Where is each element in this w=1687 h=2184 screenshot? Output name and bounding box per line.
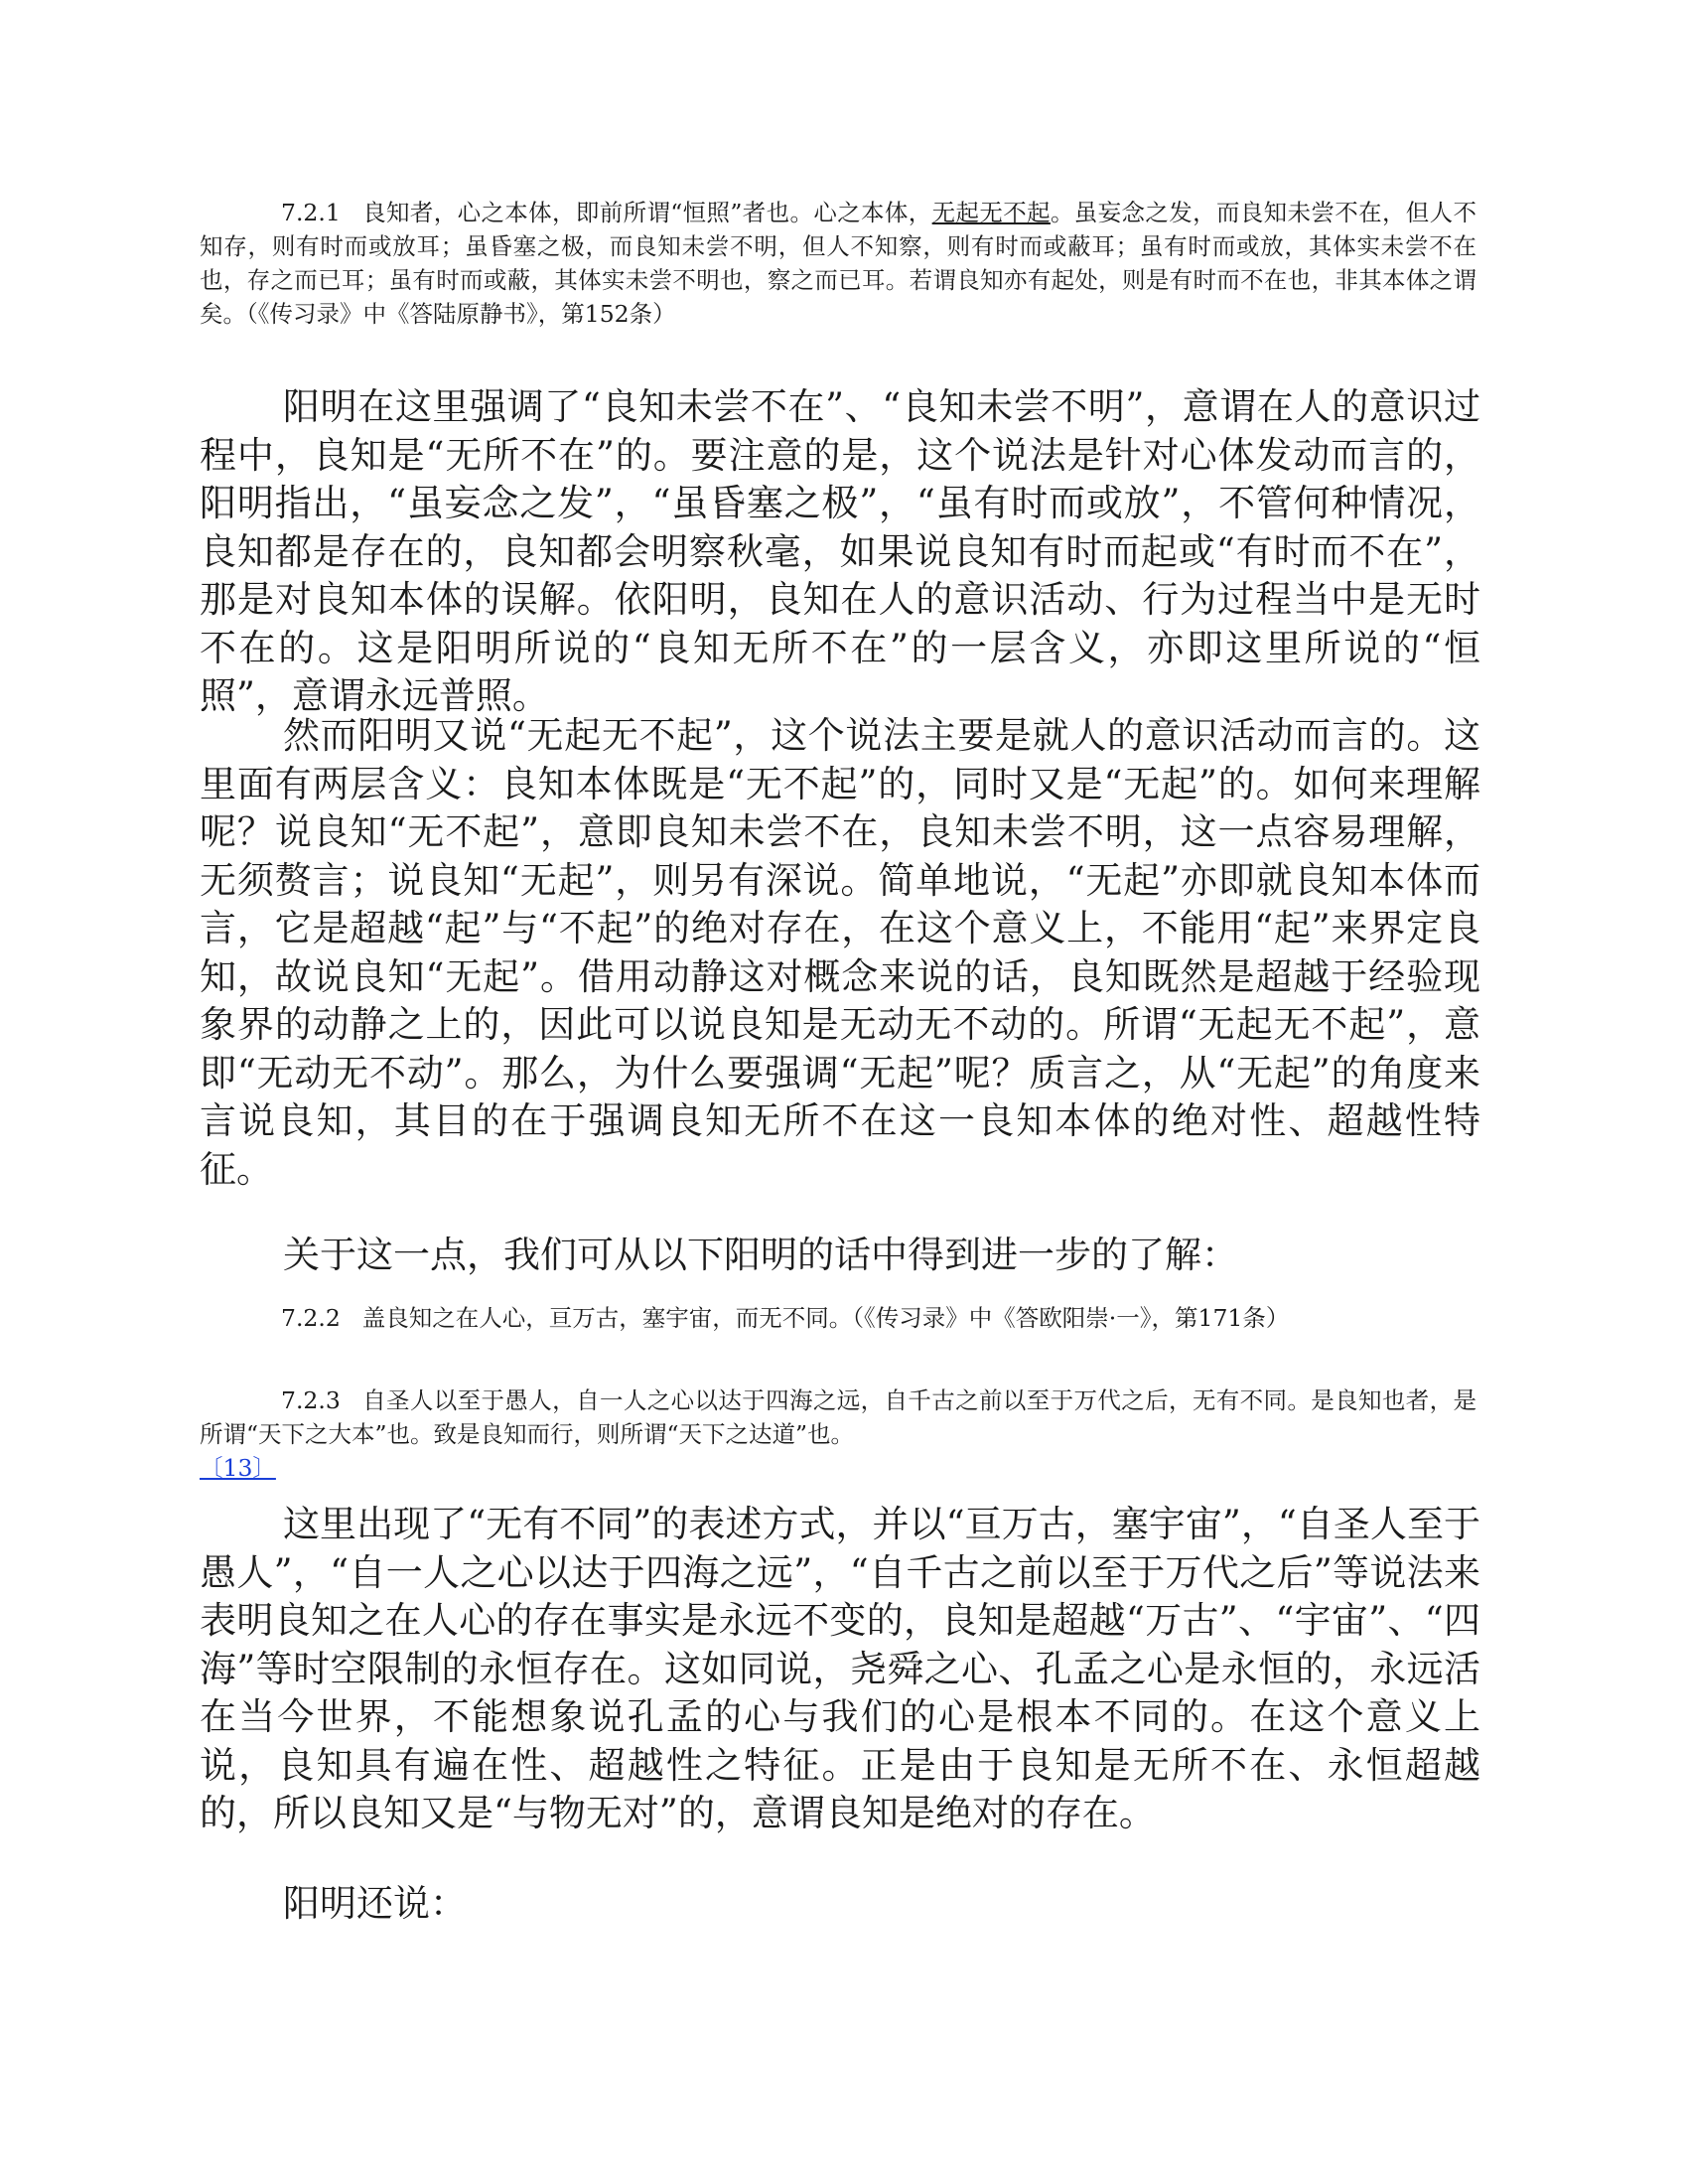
quote-number: 7.2.3 [281,1386,341,1414]
paragraph-2: 然而阳明又说“无起无不起”，这个说法主要是就人的意识活动而言的。这里面有两层含义：良知本体既是“无不起”的，同时又是“无起”的。如何来理解呢？说良知“无不起”，意即良知未尝不在，良知未尝不明，这一点容易理解，无须赘言；说良知“无起”，则另有深说。简单地说，“无起”亦即就良知本体而言，它是超越“起”与“不起”的绝对存在，在这个意义上，不能用“起”来界定良知，故说良知“无起”。借用动静这对概念来说的话，良知既然是超越于经验现象界的动静之上的，因此可以说良知是无动无不动的。所谓“无起无不起”，意即“无动无不动”。那么，为什么要强调“无起”呢？质言之，从“无起”的角度来言说良知，其目的在于强调良知无所不在这一良知本体的绝对性、超越性特征。 [200,714,1480,1191]
quote-number: 7.2.1 [281,199,341,226]
underlined-phrase: 无起无不起 [931,199,1051,226]
paragraph-5: 阳明还说： [283,1882,467,1925]
quote-text-continued: 。虽妄念之发，而良知未尝不在，但人不知存，则有时而或放耳；虽昏塞之极，而良知未尝不明，但人不知察，则有时而或蔽耳；虽有时而或放，其体实未尝不在也，存之而已耳；虽有时而或蔽，其体实未尝不明也，察之而已耳。若谓良知亦有起处，则是有时而不在也，非其本体之谓矣。（《传习录》中《答陆原静书》，第152条） [200,199,1477,328]
footnote-link[interactable]: 〔13〕 [200,1454,276,1482]
quote-text: 盖良知之在人心，亘万古，塞宇宙，而无不同。（《传习录》中《答欧阳崇·一》，第171条） [361,1304,1290,1332]
paragraph-1: 阳明在这里强调了“良知未尝不在”、“良知未尝不明”，意谓在人的意识过程中，良知是“无所不在”的。要注意的是，这个说法是针对心体发动而言的，阳明指出，“虽妄念之发”，“虽昏塞之极”，“虽有时而或放”，不管何种情况，良知都是存在的，良知都会明察秋毫，如果说良知有时而起或“有时而不在”，那是对良知本体的误解。依阳明，良知在人的意识活动、行为过程当中是无时不在的。这是阳明所说的“良知无所不在”的一层含义，亦即这里所说的“恒照”，意谓永远普照。 [200,385,1480,717]
paragraph-4: 这里出现了“无有不同”的表述方式，并以“亘万古，塞宇宙”，“自圣人至于愚人”，“自一人之心以达于四海之远”，“自千古之前以至于万代之后”等说法来表明良知之在人心的存在事实是永远不变的，良知是超越“万古”、“宇宙”、“四海”等时空限制的永恒存在。这如同说，尧舜之心、孔孟之心是永恒的，永远活在当今世界，不能想象说孔孟的心与我们的心是根本不同的。在这个意义上说，良知具有遍在性、超越性之特征。正是由于良知是无所不在、永恒超越的，所以良知又是“与物无对”的，意谓良知是绝对的存在。 [200,1503,1480,1834]
quote-text: 自圣人以至于愚人，自一人之心以达于四海之远，自千古之前以至于万代之后，无有不同。是良知也者，是所谓“天下之大本”也。致是良知而行，则所谓“天下之达道”也。 [200,1386,1476,1448]
quote-7-2-1 [200,196,1476,331]
paragraph-3: 关于这一点，我们可从以下阳明的话中得到进一步的了解： [283,1234,1238,1276]
quote-7-2-3 [200,1383,1476,1485]
quote-number: 7.2.2 [281,1304,341,1332]
quote-text: 良知者，心之本体，即前所谓“恒照”者也。心之本体， [361,199,932,226]
quote-7-2-2 [200,1301,1476,1335]
